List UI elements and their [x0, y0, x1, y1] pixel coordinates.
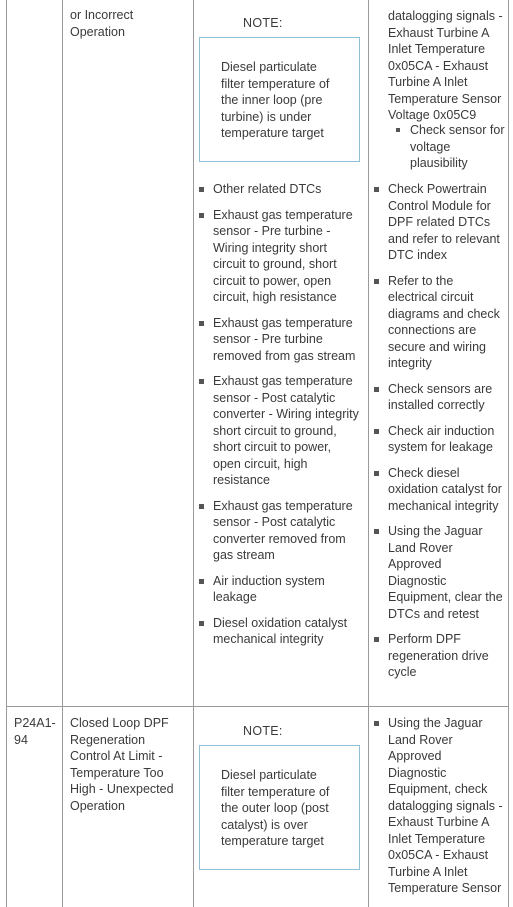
list-item-text: Refer to the electrical circuit diagrams and check connections are secure and wiring integrity — [388, 273, 500, 370]
description-cell: or Incorrect Operation — [70, 8, 134, 39]
bullet-icon — [199, 213, 204, 218]
list-item-text: Check sensors are installed correctly — [388, 381, 493, 412]
list-item — [213, 615, 365, 648]
list-item — [213, 181, 365, 198]
list-item-text: Check sensor for voltage plausibility — [410, 123, 505, 170]
description-cell: Closed Loop DPF Regeneration Control At Limit - Temperature Too High - Unexpected Operation — [70, 716, 174, 813]
bullet-icon — [374, 721, 379, 726]
actions-text-continued: datalogging signals - Exhaust Turbine A Inlet Temperature 0x05CA - Exhaust Turbine A Inlet Temperature Sensor Voltage 0x05C9 — [388, 9, 503, 122]
bullet-icon — [374, 279, 379, 284]
bullet-icon — [374, 637, 379, 642]
actions-list — [388, 715, 506, 897]
list-item-text: Air induction system leakage — [213, 573, 325, 604]
dtc-code-cell: P24A1- 94 — [14, 716, 56, 747]
bullet-icon — [199, 504, 204, 509]
list-item-text: Using the Jaguar Land Rover Approved Diagnostic Equipment, check datalogging signals - Exhaust Turbine A Inlet Temperature 0x05CA - Exhaust Turbine A Inlet Temperature Sensor — [388, 716, 503, 895]
list-item — [388, 631, 506, 681]
note-text: Diesel particulate filter temperature of the inner loop (pre turbine) is under temperature target — [221, 60, 330, 140]
list-item — [388, 181, 506, 264]
list-item — [213, 373, 365, 489]
list-item — [388, 423, 506, 456]
bullet-icon — [374, 187, 379, 192]
bullet-icon — [396, 128, 400, 132]
row-border — [6, 706, 509, 707]
note-box — [199, 745, 360, 870]
bullet-icon — [199, 321, 204, 326]
list-item-text: Diesel oxidation catalyst mechanical integrity — [213, 615, 348, 646]
bullet-icon — [199, 187, 204, 192]
note-label: NOTE: — [243, 16, 283, 30]
list-item-text: Exhaust gas temperature sensor - Pre turbine removed from gas stream — [213, 315, 356, 363]
bullet-icon — [199, 621, 204, 626]
column-border — [368, 0, 369, 907]
column-border — [508, 0, 509, 907]
list-item — [388, 523, 506, 622]
bullet-icon — [374, 429, 379, 434]
list-item — [213, 315, 365, 365]
list-item-text: Check diesel oxidation catalyst for mechanical integrity — [388, 465, 502, 513]
list-item-text: Exhaust gas temperature sensor - Post catalytic converter - Wiring integrity short circuit to ground, short circuit to power, open circuit, high resistance — [213, 374, 359, 487]
column-border — [193, 0, 194, 907]
list-item-text: Exhaust gas temperature sensor - Pre turbine - Wiring integrity short circuit to ground, short circuit to power, open circuit, high resistance — [213, 207, 353, 304]
note-label: NOTE: — [243, 724, 283, 738]
list-item — [410, 122, 508, 172]
list-item-text: Exhaust gas temperature sensor - Post catalytic converter removed from gas stream — [213, 498, 353, 562]
list-item — [388, 381, 506, 414]
list-item-text: Using the Jaguar Land Rover Approved Diagnostic Equipment, clear the DTCs and retest — [388, 524, 503, 621]
column-border — [62, 0, 63, 907]
note-box — [199, 37, 360, 162]
bullet-icon — [199, 379, 204, 384]
list-item — [388, 273, 506, 372]
list-item-text: Other related DTCs — [213, 182, 322, 196]
list-item-text: Check air induction system for leakage — [388, 423, 495, 454]
list-item — [213, 498, 365, 564]
list-item — [388, 715, 506, 897]
bullet-icon — [374, 529, 379, 534]
list-item-text: Perform DPF regeneration drive cycle — [388, 632, 489, 679]
actions-list — [388, 181, 506, 681]
list-item — [213, 573, 365, 606]
note-text: Diesel particulate filter temperature of the outer loop (post catalyst) is over temperature target — [221, 768, 330, 848]
column-border — [6, 0, 7, 907]
bullet-icon — [199, 579, 204, 584]
list-item-text: Check Powertrain Control Module for DPF related DTCs and refer to relevant DTC index — [388, 182, 500, 262]
list-item — [213, 207, 365, 306]
bullet-icon — [374, 387, 379, 392]
actions-sublist — [410, 122, 508, 172]
list-item — [388, 465, 506, 515]
causes-list — [213, 181, 365, 648]
bullet-icon — [374, 471, 379, 476]
